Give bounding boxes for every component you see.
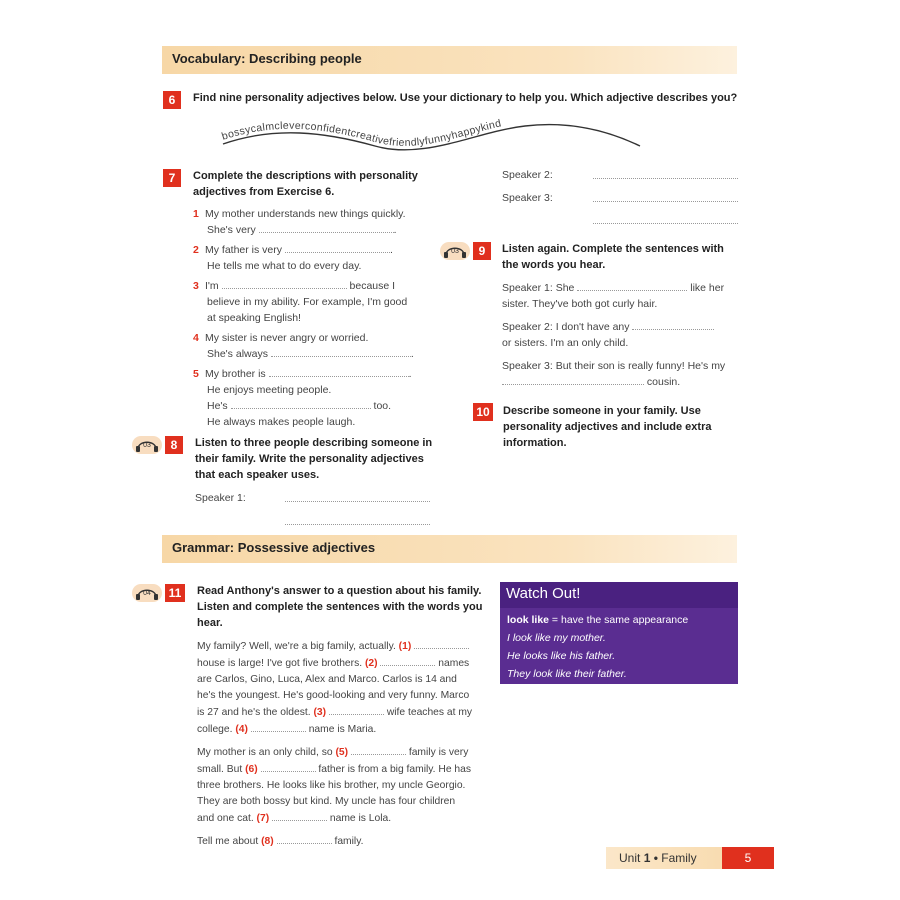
answer-blank[interactable] bbox=[593, 191, 738, 202]
answer-blank[interactable] bbox=[251, 721, 306, 732]
section-title: Grammar: Possessive adjectives bbox=[172, 540, 376, 555]
audio-track-button[interactable] bbox=[440, 242, 470, 260]
answer-blank[interactable] bbox=[329, 704, 384, 715]
section-header-grammar bbox=[162, 535, 737, 563]
exercise-11-instruction: Read Anthony's answer to a question about his family. Listen and complete the sentences with the words you hear. bbox=[197, 585, 483, 629]
answer-blank[interactable] bbox=[285, 242, 390, 253]
answer-blank[interactable] bbox=[632, 319, 714, 330]
list-item-line: He tells me what to do every day. bbox=[207, 260, 362, 272]
exercise-9-items bbox=[502, 280, 742, 390]
exercise-number-7: 7 bbox=[163, 169, 181, 187]
exercise-11-text bbox=[197, 638, 492, 850]
list-item: 4 My sister is never angry or worried. bbox=[193, 332, 369, 344]
speaker-1-label: Speaker 1: bbox=[195, 492, 246, 504]
watch-out-definition: look like = have the same appearance bbox=[507, 614, 689, 626]
answer-blank[interactable] bbox=[593, 168, 738, 179]
answer-blank[interactable] bbox=[285, 514, 430, 525]
exercise-6-instruction: Find nine personality adjectives below. Use your dictionary to help you. Which adjective describes you? bbox=[193, 92, 738, 104]
audio-track-button[interactable] bbox=[132, 436, 162, 454]
paragraph-1: My family? Well, we're a big family, actually. (1) house is large! I've got five brothers. (2) names are Carlos, Gino, Luca, Alex and Marco. Carlos is 14 and he's the youngest. He's good-looking and very funny. Marco is 27 and he's the oldest. (3) wife teaches at my college. (4) name is Maria. bbox=[197, 638, 492, 738]
answer-blank[interactable] bbox=[380, 655, 435, 666]
list-item-line: He always makes people laugh. bbox=[207, 416, 356, 428]
exercise-number-9: 9 bbox=[473, 242, 491, 260]
audio-track-button[interactable] bbox=[132, 584, 162, 602]
answer-blank[interactable] bbox=[593, 213, 738, 224]
watch-out-box bbox=[500, 582, 738, 684]
exercise-number-11: 11 bbox=[165, 584, 185, 602]
word-snake-text: bossycalmcleverconfidentcreativefriendlyfunnyhappykind bbox=[220, 117, 503, 149]
section-header-vocabulary bbox=[162, 46, 737, 74]
list-item: Speaker 1: She like her bbox=[502, 282, 725, 294]
page-footer bbox=[606, 847, 774, 869]
answer-blank[interactable] bbox=[261, 761, 316, 772]
watch-out-example: I look like my mother. bbox=[507, 632, 606, 644]
word-snake bbox=[215, 108, 645, 154]
answer-blank[interactable] bbox=[277, 833, 332, 844]
paragraph-3: Tell me about (8) family. bbox=[197, 833, 492, 850]
list-item-line: He's too. bbox=[207, 400, 392, 412]
answer-blank[interactable] bbox=[351, 744, 406, 755]
answer-blank[interactable] bbox=[222, 278, 347, 289]
watch-out-title: Watch Out! bbox=[500, 582, 738, 608]
speaker-3-label: Speaker 3: bbox=[502, 192, 553, 204]
list-item-line: cousin. bbox=[502, 374, 742, 390]
watch-out-example: He looks like his father. bbox=[507, 650, 616, 662]
section-title: Vocabulary: Describing people bbox=[172, 51, 362, 66]
paragraph-2: My mother is an only child, so (5) family is very small. But (6) father is from a big family. He has three brothers. He looks like his brother, my uncle Georgio. They are both bossy but kind. My uncle has four children and one cat. (7) name is Lola. bbox=[197, 744, 492, 827]
answer-blank[interactable] bbox=[259, 222, 394, 233]
answer-blank[interactable] bbox=[414, 638, 469, 649]
exercise-number-6: 6 bbox=[163, 91, 181, 109]
list-item-line: sister. They've both got curly hair. bbox=[502, 298, 658, 310]
list-item: Speaker 3: But their son is really funny! He's my bbox=[502, 360, 726, 372]
exercise-8-instruction: Listen to three people describing someone in their family. Write the personality adjectives that each speaker uses. bbox=[195, 437, 433, 481]
answer-blank[interactable] bbox=[271, 346, 411, 357]
list-item-line: She's always . bbox=[207, 348, 414, 360]
footer-unit: Unit 1 • Family bbox=[619, 851, 697, 865]
exercise-7-items bbox=[193, 206, 443, 430]
svg-text:bossycalmcleverconfidentcreati bbox=[220, 117, 502, 149]
list-item-line: or sisters. I'm an only child. bbox=[502, 337, 629, 349]
exercise-7-instruction: Complete the descriptions with personality adjectives from Exercise 6. bbox=[193, 170, 418, 198]
exercise-number-8: 8 bbox=[165, 436, 183, 454]
exercise-9-instruction: Listen again. Complete the sentences with the words you hear. bbox=[502, 243, 724, 271]
list-item: 1 My mother understands new things quickly. bbox=[193, 208, 406, 220]
audio-track-number: 04 bbox=[143, 589, 151, 597]
list-item-line: at speaking English! bbox=[207, 312, 301, 324]
audio-track-number: 03 bbox=[143, 441, 151, 449]
list-item: 5 My brother is . bbox=[193, 368, 412, 380]
answer-blank[interactable] bbox=[577, 280, 687, 291]
list-item-line: believe in my ability. For example, I'm good bbox=[207, 296, 408, 308]
watch-out-example: They look like their father. bbox=[507, 668, 627, 680]
answer-blank[interactable] bbox=[269, 366, 409, 377]
list-item: 2 My father is very . bbox=[193, 244, 393, 256]
page-number: 5 bbox=[722, 847, 774, 869]
exercise-10-instruction: Describe someone in your family. Use personality adjectives and include extra information. bbox=[503, 405, 712, 449]
list-item: Speaker 2: I don't have any bbox=[502, 319, 742, 335]
list-item-line: She's very . bbox=[207, 224, 397, 236]
answer-blank[interactable] bbox=[285, 491, 430, 502]
list-item: 3 I'm because I bbox=[193, 280, 396, 292]
answer-blank[interactable] bbox=[272, 810, 327, 821]
answer-blank[interactable] bbox=[231, 398, 371, 409]
audio-track-number: 03 bbox=[451, 247, 459, 255]
speaker-2-label: Speaker 2: bbox=[502, 169, 553, 181]
exercise-number-10: 10 bbox=[473, 403, 493, 421]
list-item-line: He enjoys meeting people. bbox=[207, 384, 332, 396]
answer-blank[interactable] bbox=[502, 374, 644, 385]
